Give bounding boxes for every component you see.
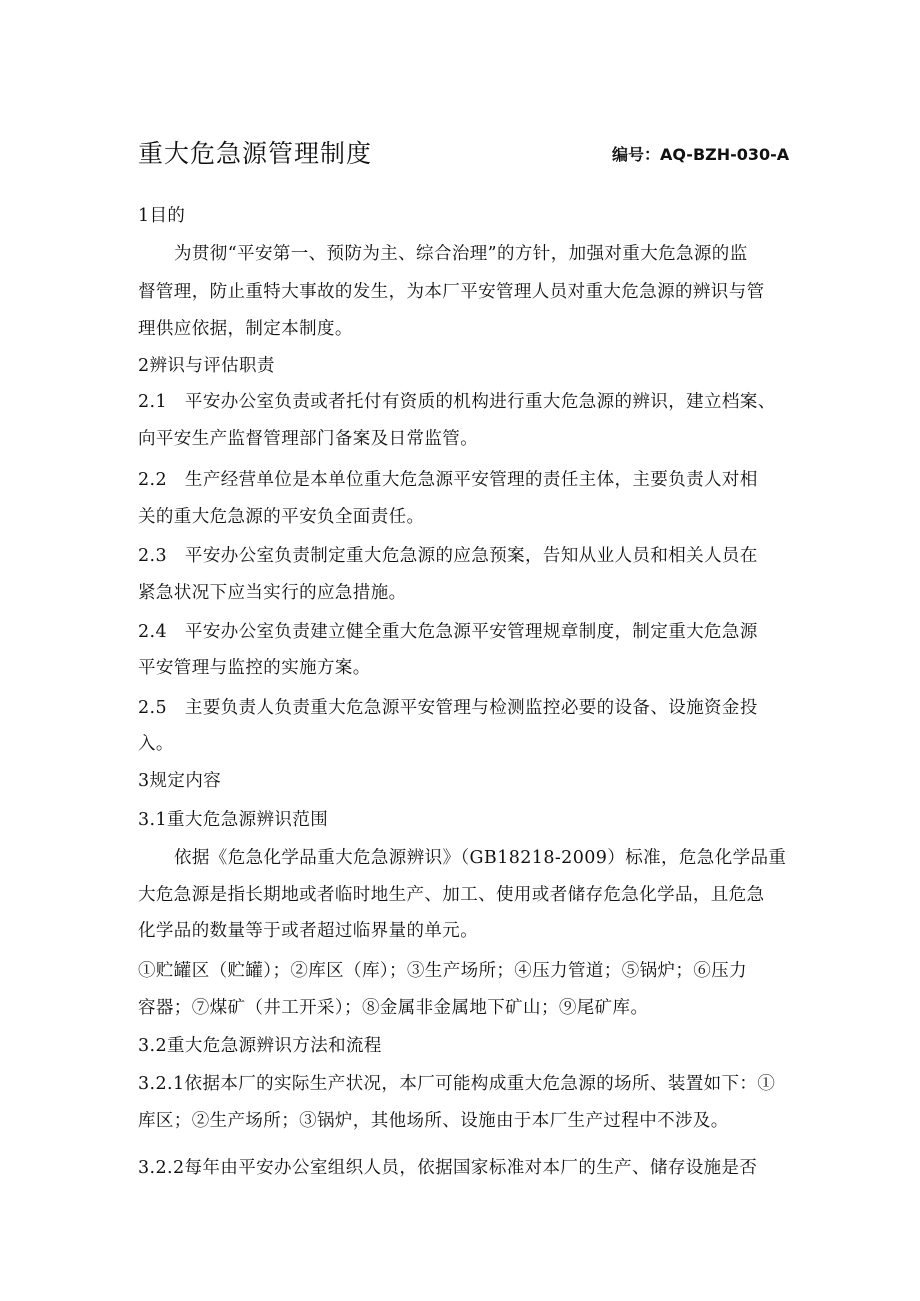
document-code-label: 编号： — [612, 145, 661, 164]
paragraph-line: 2.1 平安办公室负责或者托付有资质的机构进行重大危急源的辨识，建立档案、 — [138, 392, 776, 412]
section-heading: 1目的 — [138, 206, 186, 226]
subsection-heading: 3.2重大危急源辨识方法和流程 — [138, 1036, 382, 1056]
paragraph-line: 理供应依据，制定本制度。 — [138, 319, 353, 339]
paragraph-line: 关的重大危急源的平安负全面责任。 — [138, 507, 425, 527]
paragraph-line: 大危急源是指长期地或者临时地生产、加工、使用或者储存危急化学品，且危急 — [138, 885, 765, 905]
paragraph-line: 3.2.2每年由平安办公室组织人员，依据国家标准对本厂的生产、储存设施是否 — [138, 1158, 758, 1178]
paragraph-line: 为贯彻“平安第一、预防为主、综合治理”的方针，加强对重大危急源的监 — [174, 244, 748, 264]
paragraph-line: 化学品的数量等于或者超过临界量的单元。 — [138, 921, 479, 941]
document-title: 重大危急源管理制度 — [138, 139, 373, 168]
document-code — [612, 145, 789, 165]
paragraph-line: 紧急状况下应当实行的应急措施。 — [138, 583, 407, 603]
paragraph-line: 平安管理与监控的实施方案。 — [138, 658, 371, 678]
paragraph-line: 依据《危急化学品重大危急源辨识》（GB18218-2009）标准，危急化学品重 — [174, 848, 787, 868]
section-heading: 2辨识与评估职责 — [138, 356, 275, 376]
paragraph-line: 督管理，防止重特大事故的发生，为本厂平安管理人员对重大危急源的辨识与管 — [138, 282, 765, 302]
document-code-value: AQ-BZH-030-A — [660, 145, 790, 164]
paragraph-line: 2.4 平安办公室负责建立健全重大危急源平安管理规章制度，制定重大危急源 — [138, 622, 758, 642]
paragraph-line: 容器；⑦煤矿（井工开采）；⑧金属非金属地下矿山；⑨尾矿库。 — [138, 998, 649, 1018]
paragraph-line: 2.5 主要负责人负责重大危急源平安管理与检测监控必要的设备、设施资金投 — [138, 698, 758, 718]
paragraph-line: 2.3 平安办公室负责制定重大危急源的应急预案，告知从业人员和相关人员在 — [138, 546, 758, 566]
paragraph-line: ①贮罐区（贮罐）；②库区（库）；③生产场所；④压力管道；⑤锅炉；⑥压力 — [138, 961, 747, 981]
paragraph-line: 向平安生产监督管理部门备案及日常监管。 — [138, 429, 479, 449]
paragraph-line: 3.2.1依据本厂的实际生产状况，本厂可能构成重大危急源的场所、装置如下：① — [138, 1074, 776, 1094]
section-heading: 3规定内容 — [138, 771, 222, 791]
paragraph-line: 2.2 生产经营单位是本单位重大危急源平安管理的责任主体，主要负责人对相 — [138, 470, 758, 490]
subsection-heading: 3.1重大危急源辨识范围 — [138, 810, 329, 830]
paragraph-line: 入。 — [138, 734, 174, 754]
paragraph-line: 库区；②生产场所；③锅炉，其他场所、设施由于本厂生产过程中不涉及。 — [138, 1111, 729, 1131]
